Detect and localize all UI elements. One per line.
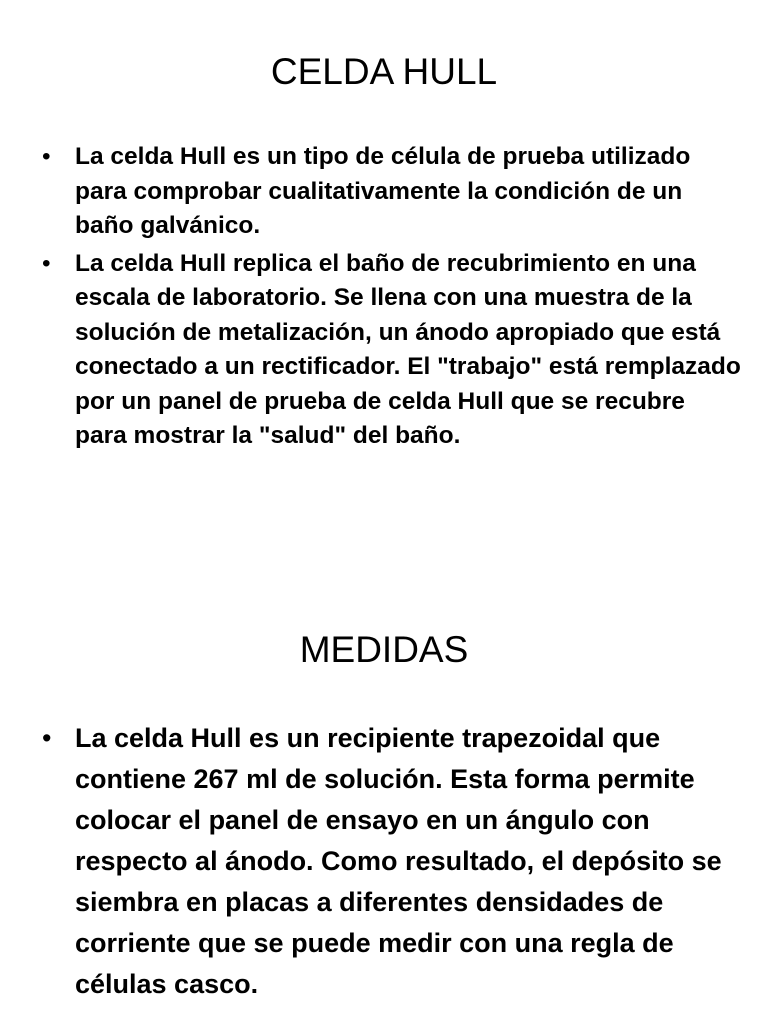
bullet-dot-icon: •: [42, 143, 51, 170]
bullet-dot-icon: •: [42, 249, 51, 277]
bullet-item: [42, 140, 742, 244]
bullet-list: [42, 140, 742, 457]
bullet-list: [42, 718, 742, 1005]
bullet-item: [42, 247, 742, 454]
bullet-text: La celda Hull es un tipo de célula de prueba utilizado para comprobar cualitativamente la condición de un baño galvánico.: [75, 143, 691, 239]
slide-medidas: [0, 512, 768, 1024]
bullet-text: La celda Hull replica el baño de recubrimiento en una escala de laboratorio. Se llena con una muestra de la solución de metalización, un ánodo apropiado que está conectado a un rectificador. El "trabajo" está remplazado por un panel de prueba de celda Hull que se recubre para mostrar la "salud" del baño.: [75, 249, 741, 449]
slide-title: CELDA HULL: [270, 51, 498, 92]
bullet-item: [42, 718, 742, 1005]
bullet-dot-icon: •: [42, 723, 52, 753]
bullet-text: La celda Hull es un recipiente trapezoidal que contiene 267 ml de solución. Esta forma permite colocar el panel de ensayo en un ángulo con respecto al ánodo. Como resultado, el depósito se siembra en placas a diferentes densidades de corriente que se puede medir con una regla de células casco.: [75, 723, 722, 999]
slide-title: MEDIDAS: [299, 629, 469, 670]
